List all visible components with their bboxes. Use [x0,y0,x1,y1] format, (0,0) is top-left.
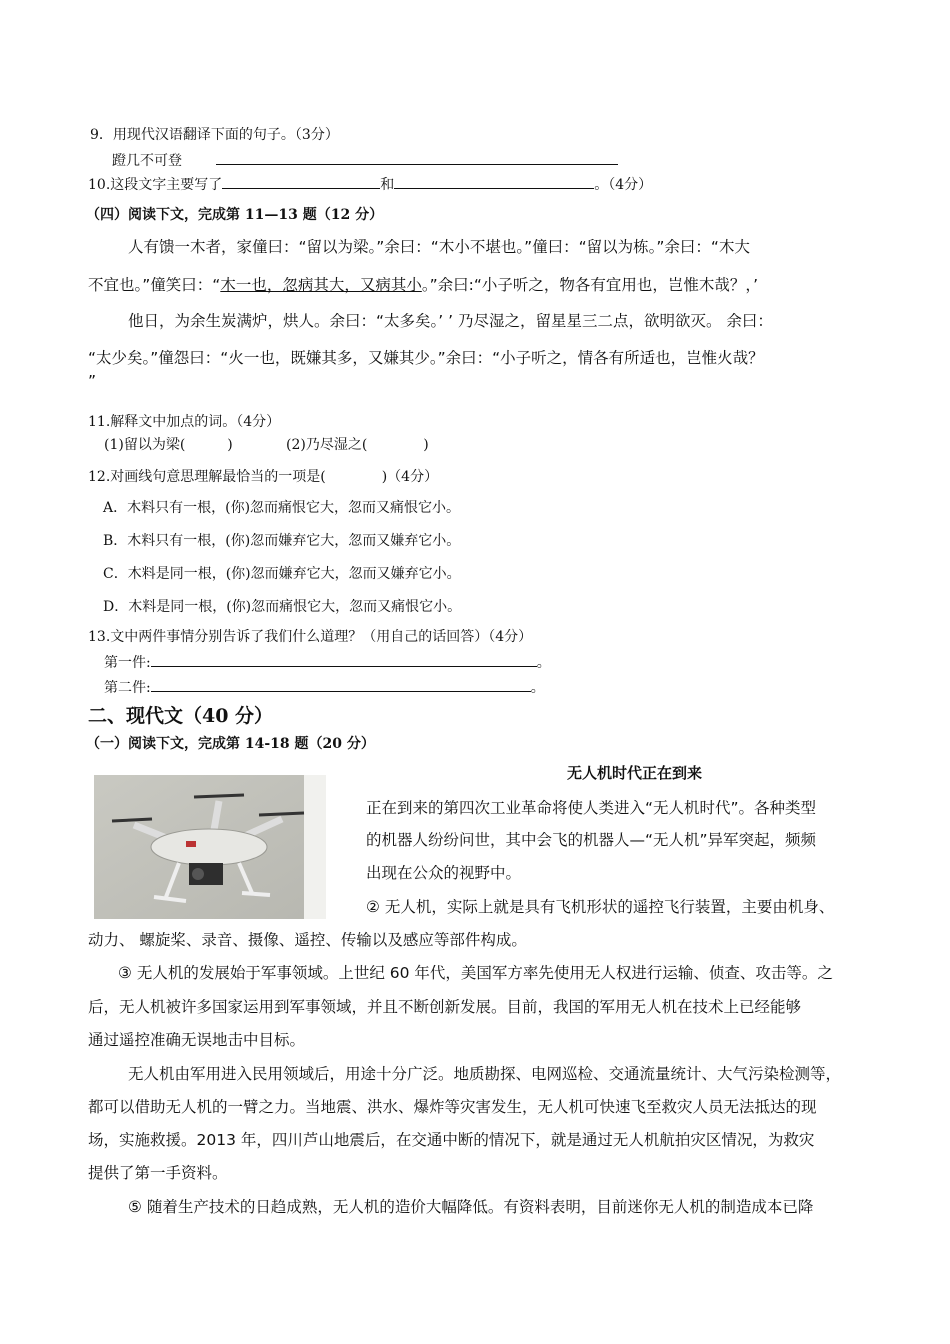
passage-line: 人有馈一木者，家僮曰：“留以为梁。”余曰：“木小不堪也。”僮曰：“留以为栋。”余曰：“木大 [128,238,750,256]
q9-sentence-row [112,150,618,170]
section4-heading: （四）阅读下文，完成第 11—13 题（12 分） [86,207,384,223]
q10-blank-2[interactable] [394,174,594,189]
article-line: 正在到来的第四次工业革命将使人类进入“无人机时代”。各种类型 [366,799,817,817]
q13-first-answer-line[interactable] [151,652,537,667]
q10-prefix: 10.这段文字主要写了 [88,177,223,193]
q13-first-label: 第一件: [104,655,151,671]
drone-photo [94,775,326,919]
q9-title: 9．用现代汉语翻译下面的句子。（3分） [90,127,339,143]
article-line: ③ 无人机的发展始于军事领域。上世纪 60 年代，美国军方率先使用无人权进行运输、侦查、攻击等。之 [118,964,833,982]
part2-heading: 二、现代文（40 分） [88,705,274,727]
article-line: 通过遥控准确无误地击中目标。 [88,1031,306,1049]
q11-item-1[interactable]: (1)留以为梁( ) [104,437,233,453]
article-title: 无人机时代正在到来 [567,764,703,782]
q13-first-row [104,652,551,672]
article-line: 场，实施救援。2013 年，四川芦山地震后，在交通中断的情况下，就是通过无人机航拍灾区情况，为救灾 [88,1131,815,1149]
passage-line: 他日，为余生炭满炉，烘人。余曰：“太多矣。’ ’ 乃尽湿之，留星星三二点，欲明欲灭。 余曰： [128,312,773,330]
q13-second-row [104,677,545,697]
q9-answer-line[interactable] [216,150,618,165]
q10-mid: 和 [380,177,395,193]
q13-first-end: 。 [536,655,551,671]
q12-option-d[interactable]: D．木料是同一根，(你)忽而痛恨它大，忽而又痛恨它小。 [103,599,462,615]
passage-line: “太少矣。”僮怨曰：“火一也，既嫌其多，又嫌其少。”余曰：“小子听之，情各有所适也，岂惟火哉？ [88,349,764,367]
q11-title: 11.解释文中加点的词。（4分） [88,414,281,430]
underlined-sentence: 木一也，忽病其大，又病其小 [220,276,422,294]
passage-line [88,273,758,295]
article-line: 提供了第一手资料。 [88,1164,228,1182]
q13-second-label: 第二件: [104,680,151,696]
q12-option-a[interactable]: A．木料只有一根，(你)忽而痛恨它大，忽而又痛恨它小。 [103,500,461,516]
q10-row [88,174,652,194]
q10-suffix: 。（4分） [594,177,653,193]
q12-title: 12.对画线句意思理解最恰当的一项是( )（4分） [88,469,439,485]
q13-second-answer-line[interactable] [151,677,531,692]
q9-sentence: 蹬几不可登 [112,153,182,169]
q11-item-2[interactable]: (2)乃尽湿之( ) [286,437,429,453]
article-line: 出现在公众的视野中。 [366,864,522,882]
article-line: 的机器人纷纷问世，其中会飞的机器人—“无人机”异军突起，频频 [366,831,817,849]
part2-subheading: （一）阅读下文，完成第 14-18 题（20 分） [86,736,375,752]
article-line: 无人机由军用进入民用领域后，用途十分广泛。地质勘探、电网巡检、交通流量统计、大气污染检测等， [128,1065,842,1083]
q12-option-c[interactable]: C．木料是同一根，(你)忽而嫌弃它大，忽而又嫌弃它小。 [103,566,461,582]
article-line: ② 无人机，实际上就是具有飞机形状的遥控飞行装置，主要由机身、 [366,898,835,916]
passage-line: ” [88,372,97,390]
q12-option-b[interactable]: B．木料只有一根，(你)忽而嫌弃它大，忽而又嫌弃它小。 [103,533,461,549]
q13-second-end: 。 [530,680,545,696]
article-line: ⑤ 随着生产技术的日趋成熟，无人机的造价大幅降低。有资料表明，目前迷你无人机的制造成本已降 [128,1198,814,1216]
passage-text: 不宜也。”僮笑曰：“ [88,276,221,294]
article-line: 都可以借助无人机的一臂之力。当地震、洪水、爆炸等灾害发生，无人机可快速飞至救灾人员无法抵达的现 [88,1098,817,1116]
q13-title: 13.文中两件事情分别告诉了我们什么道理？（用自己的话回答）（4分） [88,629,533,645]
article-line: 动力、 螺旋桨、录音、摄像、遥控、传输以及感应等部件构成。 [88,931,527,949]
article-line: 后，无人机被许多国家运用到军事领域，并且不断创新发展。目前，我国的军用无人机在技术上已经能够 [88,998,802,1016]
passage-text: 。”余曰:“小子听之，物各有宜用也，岂惟木哉？，’ [421,276,759,294]
q10-blank-1[interactable] [222,174,380,189]
drone-icon [94,775,326,919]
